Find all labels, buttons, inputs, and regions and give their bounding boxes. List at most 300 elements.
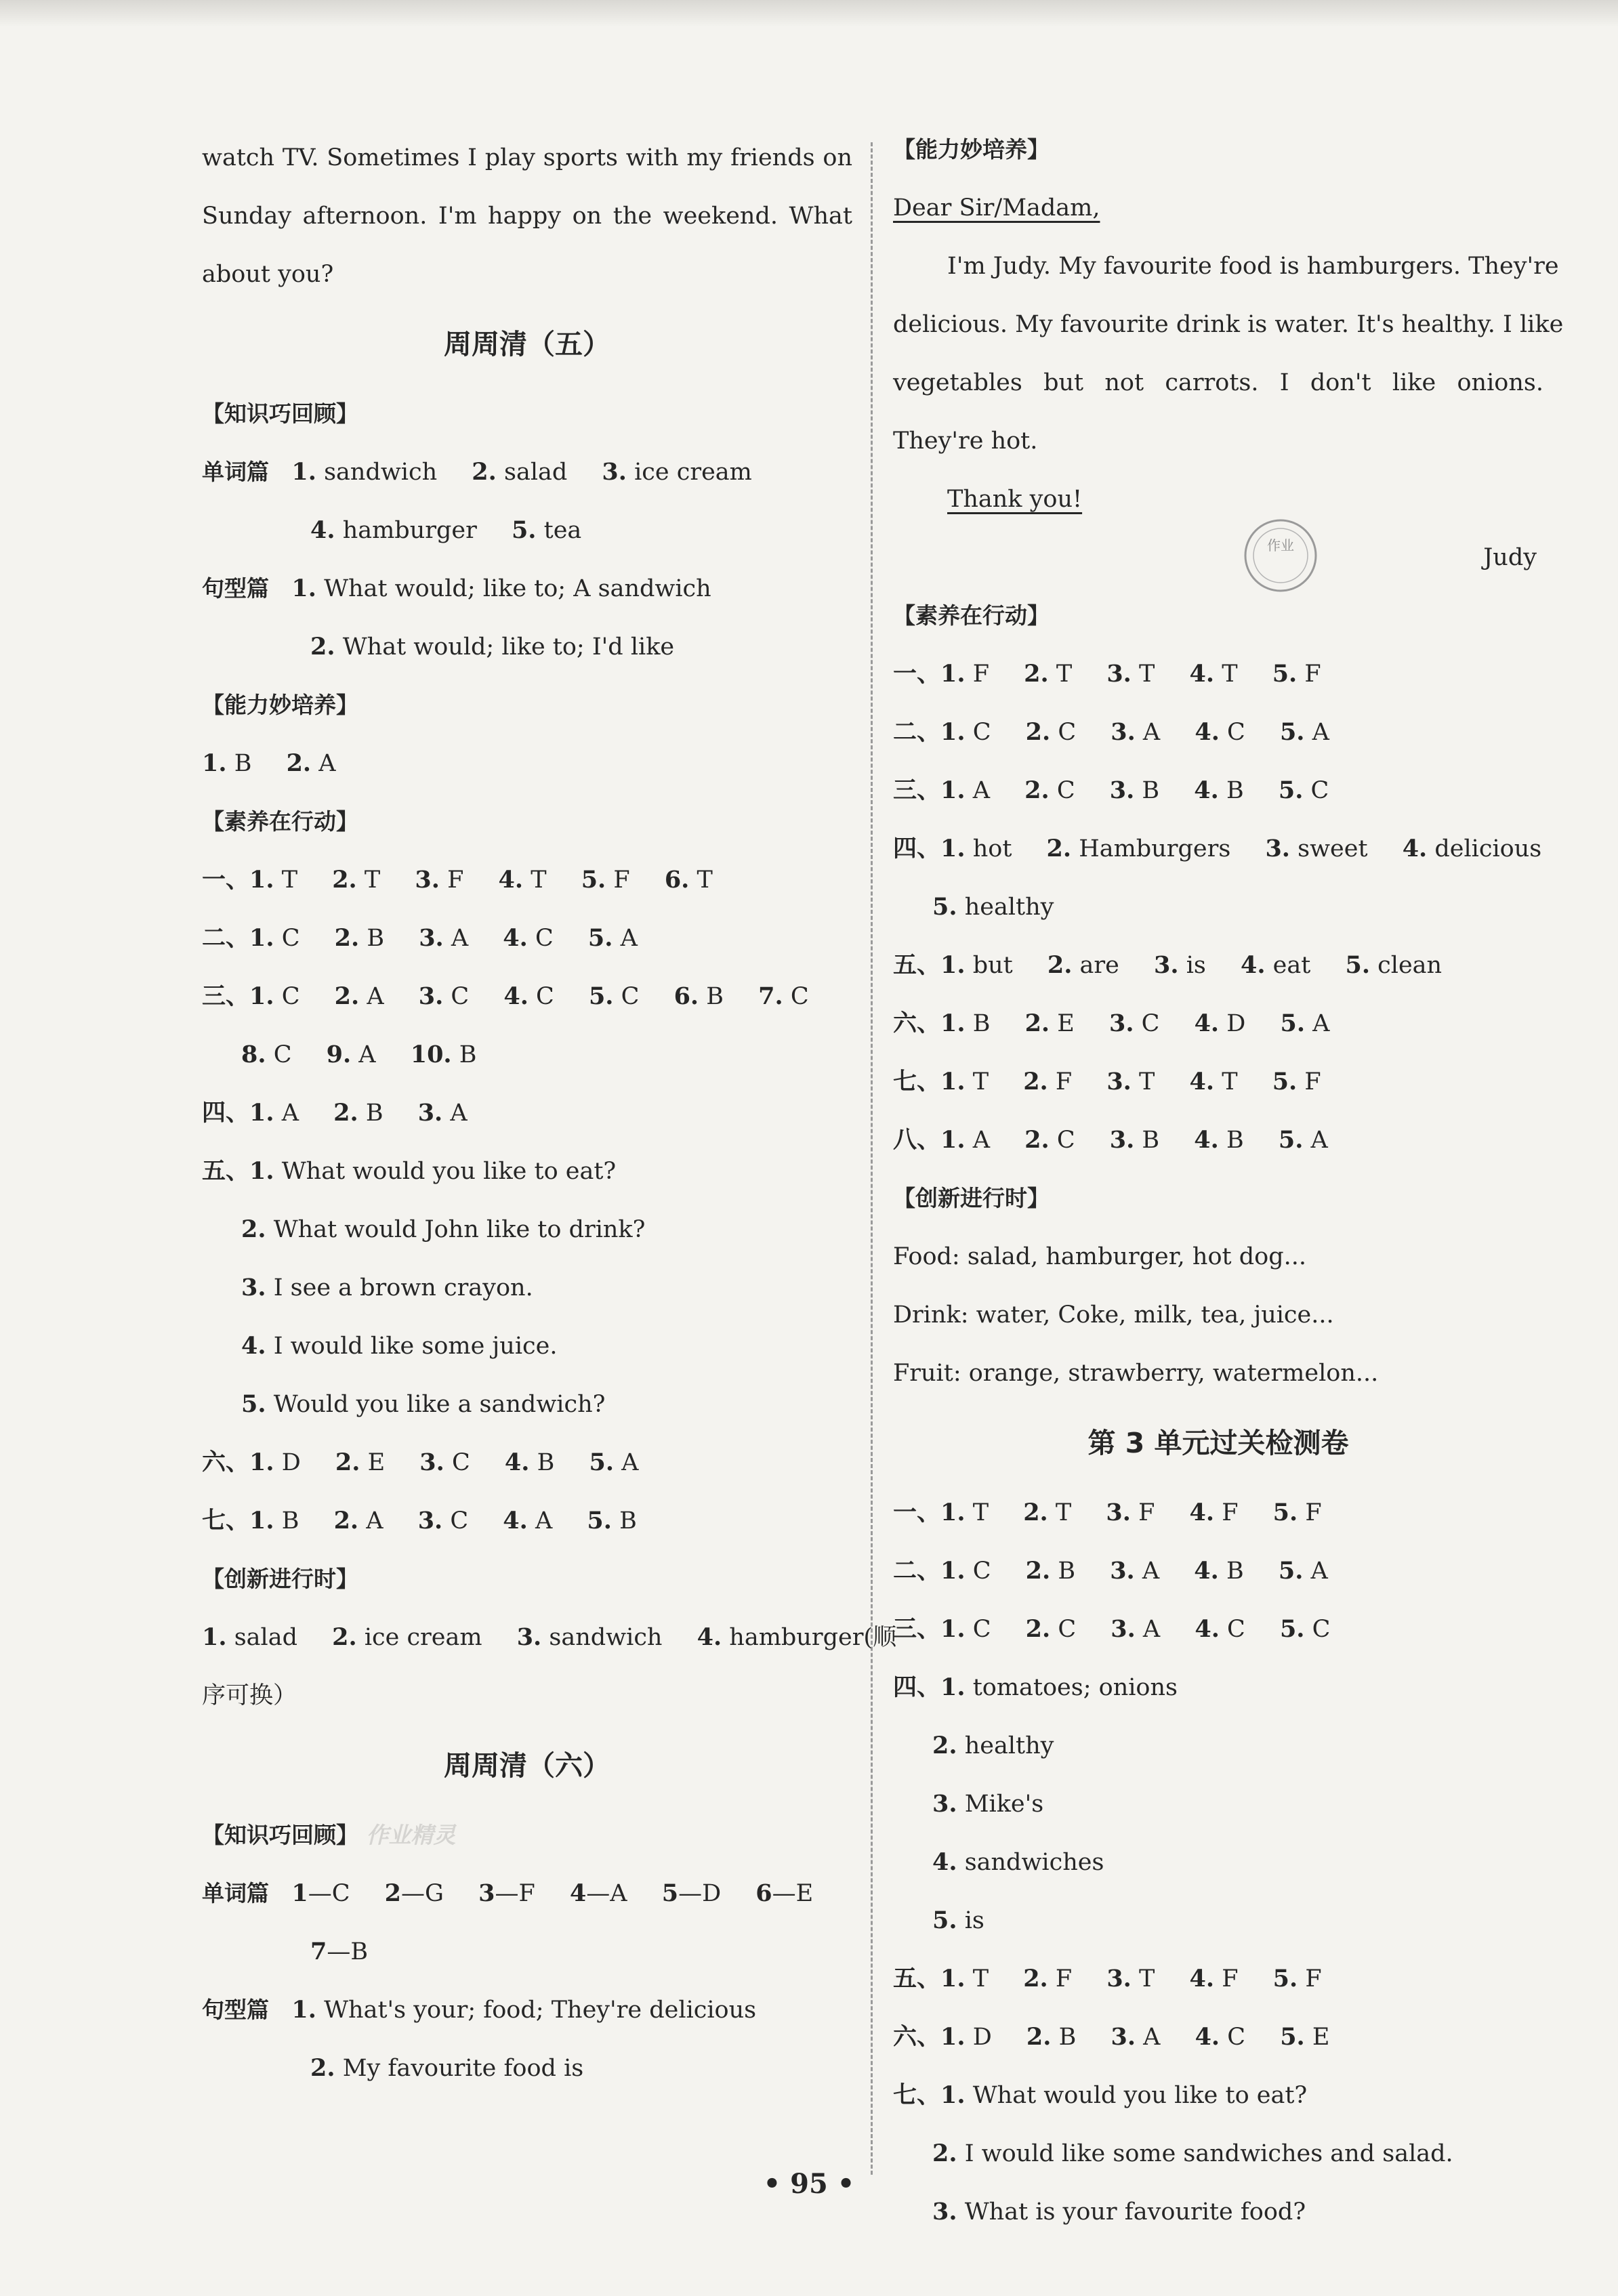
num: 3. xyxy=(1109,776,1135,804)
part-num: 一、 xyxy=(893,1499,941,1526)
num: 9. xyxy=(326,1041,352,1068)
num: 4. xyxy=(1189,1068,1215,1095)
part-num: 七、 xyxy=(893,2081,941,2109)
num: 3. xyxy=(932,1790,957,1818)
answer: B xyxy=(972,1010,991,1037)
subsection-innovation: 【创新进行时】 xyxy=(893,1185,1050,1211)
answer: Hamburgers xyxy=(1079,835,1231,862)
num: 1. xyxy=(249,1099,274,1127)
num: 4. xyxy=(1195,1615,1220,1643)
answer: but xyxy=(972,952,1013,979)
sentence-answers-row xyxy=(202,1981,852,2039)
answer: E xyxy=(1057,1010,1075,1037)
num: 1. xyxy=(940,835,966,862)
answer: A xyxy=(367,983,384,1010)
answer: What would you like to eat? xyxy=(972,2082,1308,2109)
num: 3. xyxy=(1265,835,1290,862)
num: 4 xyxy=(569,1879,587,1907)
num: 3. xyxy=(417,1099,443,1127)
intro-line: watch TV. Sometimes I play sports with my friends on xyxy=(202,144,852,171)
part-num: 一、 xyxy=(893,660,941,688)
num: 2. xyxy=(1046,835,1072,862)
label-words: 单词篇 xyxy=(202,459,269,485)
category-drink: Drink: water, Coke, milk, tea, juice... xyxy=(893,1301,1334,1329)
answer-row xyxy=(202,967,852,1026)
num: 2. xyxy=(1025,718,1051,746)
answer: A xyxy=(1312,1010,1330,1037)
num: 3. xyxy=(602,458,627,486)
thanks-text: Thank you! xyxy=(947,486,1083,513)
letter-line: I'm Judy. My favourite food is hamburgers. They're xyxy=(947,253,1559,280)
num: 4. xyxy=(1194,776,1219,804)
answer: A xyxy=(972,1127,990,1154)
part-num: 四、 xyxy=(893,835,941,862)
column-divider xyxy=(871,142,873,2175)
answer-row xyxy=(202,1201,852,1259)
answer: B xyxy=(1142,777,1160,804)
right-column xyxy=(893,121,1564,2241)
answer-row xyxy=(893,761,1543,820)
answer-row xyxy=(893,1658,1543,1717)
answer: C xyxy=(972,719,991,746)
answer: A xyxy=(451,925,469,952)
intro-line: Sunday afternoon. I'm happy on the weekend. What xyxy=(202,203,852,230)
letter-line: They're hot. xyxy=(893,427,1038,455)
match-answers-row xyxy=(202,1864,852,1923)
num: 3. xyxy=(1106,1499,1131,1526)
answer: A xyxy=(1142,719,1161,746)
num: 2. xyxy=(333,1099,358,1127)
num: 3. xyxy=(1106,1068,1132,1095)
letter-closing xyxy=(893,470,1543,528)
answer: C xyxy=(972,1616,991,1643)
num: 1. xyxy=(940,718,966,746)
num: 5. xyxy=(1278,1126,1304,1154)
num: 1. xyxy=(249,924,274,952)
answer: F xyxy=(972,661,989,688)
num: 1. xyxy=(940,1557,966,1585)
answer: B xyxy=(281,1507,299,1535)
num: 3. xyxy=(419,1448,444,1476)
part-num: 二、 xyxy=(893,1557,941,1585)
answer-row xyxy=(893,1717,1543,1775)
num: 4. xyxy=(498,866,524,894)
num: 2. xyxy=(1024,776,1050,804)
answer: F xyxy=(1138,1499,1155,1526)
num: 2. xyxy=(310,2054,335,2082)
answer: A xyxy=(620,925,638,952)
answer: B xyxy=(1058,1558,1076,1585)
answer-row xyxy=(893,1833,1543,1892)
answer: B xyxy=(706,983,724,1010)
answer: D xyxy=(1226,1010,1246,1037)
answer: What would; like to; A sandwich xyxy=(324,575,711,602)
num: 3. xyxy=(1106,1965,1132,1992)
word-answers-row xyxy=(202,443,852,501)
answer: C xyxy=(1227,1616,1245,1643)
num: 2. xyxy=(1026,2023,1052,2051)
num: 3. xyxy=(932,2198,957,2226)
num: 1. xyxy=(249,866,274,894)
label-sentences: 句型篇 xyxy=(202,1997,269,2023)
answer: My favourite food is xyxy=(342,2055,584,2082)
num: 6 xyxy=(755,1879,772,1907)
num: 2 xyxy=(384,1879,402,1907)
answer-row xyxy=(202,1434,852,1492)
num: 3. xyxy=(1111,2023,1136,2051)
answer-row xyxy=(893,1484,1543,1542)
answer-row xyxy=(893,878,1543,936)
num: 1 xyxy=(291,1879,308,1907)
answer: —G xyxy=(401,1880,444,1907)
num: 3. xyxy=(241,1274,266,1301)
answer: E xyxy=(367,1449,386,1476)
part-num: 五、 xyxy=(893,1965,941,1992)
num: 2. xyxy=(932,2140,957,2167)
part-num: 七、 xyxy=(893,1068,941,1095)
answer: T xyxy=(1139,661,1155,688)
answer: F xyxy=(1305,1499,1322,1526)
answer: T xyxy=(281,867,298,894)
answer: ice cream xyxy=(634,459,752,486)
sentence-answers-row xyxy=(202,618,852,676)
answer-row xyxy=(893,1600,1543,1658)
answer: C xyxy=(972,1558,991,1585)
answer: T xyxy=(972,1068,989,1095)
answer: B xyxy=(234,750,252,777)
answer: F xyxy=(1222,1499,1239,1526)
part-num: 三、 xyxy=(893,776,941,804)
answer: Would you like a sandwich? xyxy=(273,1391,606,1418)
num: 4. xyxy=(1194,1009,1220,1037)
sentence-answers-row xyxy=(202,560,852,618)
num: 4. xyxy=(503,924,528,952)
label-words: 单词篇 xyxy=(202,1880,269,1906)
category-fruit: Fruit: orange, strawberry, watermelon... xyxy=(893,1360,1379,1387)
answer: What's your; food; They're delicious xyxy=(324,1997,757,2024)
word-answers-row xyxy=(202,501,852,560)
num: 1. xyxy=(940,1499,966,1526)
num: 5. xyxy=(932,1906,957,1934)
num: 5. xyxy=(1272,660,1298,688)
answer-row-cont: 序可换） xyxy=(202,1682,297,1709)
answer: I would like some juice. xyxy=(273,1333,558,1360)
answer: C xyxy=(790,983,809,1010)
num: 1. xyxy=(291,1996,316,2024)
answer: A xyxy=(1142,1558,1160,1585)
num: 5. xyxy=(241,1390,266,1418)
num: 4. xyxy=(503,982,528,1010)
page-number: • 95 • xyxy=(763,2168,855,2200)
num: 5. xyxy=(1280,2023,1305,2051)
answer: F xyxy=(1304,1068,1321,1095)
part-num: 六、 xyxy=(893,1009,941,1037)
num: 2. xyxy=(472,458,497,486)
answer: clean xyxy=(1377,952,1443,979)
num: 2. xyxy=(1024,1009,1050,1037)
num: 3. xyxy=(418,982,444,1010)
num: 5. xyxy=(1272,1965,1298,1992)
answer: C xyxy=(451,983,470,1010)
num: 7. xyxy=(758,982,783,1010)
num: 4. xyxy=(1189,1499,1215,1526)
answer: A xyxy=(358,1041,376,1068)
answer: —F xyxy=(495,1880,535,1907)
num: 2. xyxy=(334,982,360,1010)
answer: C xyxy=(1058,719,1077,746)
answer: B xyxy=(1142,1127,1160,1154)
num: 2. xyxy=(334,924,360,952)
answer: B xyxy=(1058,2024,1077,2051)
answer: B xyxy=(459,1041,477,1068)
num: 1. xyxy=(249,1507,274,1535)
answer: T xyxy=(972,1499,989,1526)
part-num: 八、 xyxy=(893,1126,941,1154)
num: 1. xyxy=(940,1965,966,1992)
answer-row xyxy=(893,2008,1543,2066)
num: 4. xyxy=(1189,660,1215,688)
answer: is xyxy=(964,1907,984,1934)
num: 4. xyxy=(241,1332,266,1360)
num: 8. xyxy=(241,1041,266,1068)
num: 2. xyxy=(1023,1068,1048,1095)
answer-row xyxy=(202,1259,852,1317)
num: 5. xyxy=(587,924,613,952)
stamp-text: 作业 xyxy=(1267,537,1294,554)
part-num: 二、 xyxy=(202,924,250,952)
num: 4. xyxy=(1189,1965,1215,1992)
answer: B xyxy=(1226,1558,1244,1585)
answer-row xyxy=(893,1542,1543,1600)
answer-row xyxy=(893,1775,1543,1833)
answer: B xyxy=(537,1449,555,1476)
answer: ice cream xyxy=(364,1624,482,1651)
answer-row xyxy=(202,1026,852,1084)
num: 6. xyxy=(673,982,699,1010)
num: 1. xyxy=(291,575,316,602)
answer: A xyxy=(450,1100,468,1127)
answer: C xyxy=(1058,1616,1077,1643)
answer: A xyxy=(1310,1558,1328,1585)
page-edge xyxy=(0,0,1618,27)
answer: —A xyxy=(586,1880,627,1907)
num: 2. xyxy=(1024,660,1049,688)
answer: T xyxy=(364,867,381,894)
answer: are xyxy=(1079,952,1119,979)
num: 1. xyxy=(202,1623,227,1651)
answer: D xyxy=(281,1449,301,1476)
answer-row xyxy=(202,734,852,793)
answer: —D xyxy=(678,1880,722,1907)
num: 5. xyxy=(1278,776,1304,804)
answer: —C xyxy=(308,1880,350,1907)
num: 3. xyxy=(1110,1557,1135,1585)
num: 5. xyxy=(932,893,957,921)
answer: A xyxy=(1143,2024,1161,2051)
answer: T xyxy=(1222,1068,1238,1095)
answer-row xyxy=(893,995,1543,1053)
answer: tomatoes; onions xyxy=(972,1674,1178,1701)
num: 5. xyxy=(1280,1009,1306,1037)
num: 5. xyxy=(1272,1068,1298,1095)
answer: I would like some sandwiches and salad. xyxy=(964,2140,1453,2167)
answer: C xyxy=(1310,777,1329,804)
num: 1. xyxy=(291,458,316,486)
watermark: 作业精灵 xyxy=(366,1822,456,1848)
num: 1. xyxy=(940,1009,966,1037)
num: 5. xyxy=(1279,718,1305,746)
num: 10. xyxy=(410,1041,452,1068)
num: 4. xyxy=(1195,2023,1220,2051)
answer: T xyxy=(697,867,713,894)
homework-stamp-icon xyxy=(1240,515,1321,596)
subsection-label: 【知识巧回顾】 xyxy=(202,1822,358,1848)
part-num: 六、 xyxy=(893,2023,941,2051)
num: 2. xyxy=(335,1448,360,1476)
answer: A xyxy=(281,1100,299,1127)
answer: eat xyxy=(1272,952,1311,979)
answer: T xyxy=(1222,661,1238,688)
match-answers-row xyxy=(202,1923,852,1981)
num: 1. xyxy=(940,1126,966,1154)
answer: C xyxy=(451,1449,470,1476)
category-food: Food: salad, hamburger, hot dog... xyxy=(893,1243,1306,1270)
num: 4. xyxy=(1194,1557,1219,1585)
num: 1. xyxy=(202,749,227,777)
num: 2. xyxy=(1025,1615,1051,1643)
num: 1. xyxy=(940,1068,966,1095)
answer: T xyxy=(1056,661,1073,688)
num: 1. xyxy=(940,776,966,804)
num: 2. xyxy=(1024,1126,1050,1154)
answer: C xyxy=(535,925,554,952)
num: 3. xyxy=(1111,1615,1136,1643)
subsection-innovation: 【创新进行时】 xyxy=(202,1566,358,1592)
answer: C xyxy=(450,1507,469,1535)
subsection-knowledge-review xyxy=(202,1806,852,1864)
num: 3 xyxy=(478,1879,495,1907)
num: 5. xyxy=(588,982,614,1010)
answer: I see a brown crayon. xyxy=(273,1274,533,1301)
num: 5. xyxy=(1278,1557,1304,1585)
answer-row xyxy=(893,936,1543,995)
answer-row xyxy=(202,1492,852,1550)
answer: A xyxy=(318,750,336,777)
part-num: 一、 xyxy=(202,866,250,894)
num: 3. xyxy=(1111,718,1136,746)
num: 3. xyxy=(1154,951,1179,979)
num: 4. xyxy=(1402,835,1428,862)
answer: C xyxy=(1227,2024,1246,2051)
num: 5 xyxy=(661,1879,679,1907)
part-num: 二、 xyxy=(893,718,941,746)
answer: F xyxy=(1055,1965,1073,1992)
answer: —E xyxy=(772,1880,814,1907)
answer: A xyxy=(972,777,990,804)
answer: A xyxy=(1142,1616,1161,1643)
answer-row xyxy=(202,1317,852,1375)
answer: C xyxy=(536,983,554,1010)
num: 3. xyxy=(419,924,444,952)
intro-line: about you? xyxy=(202,261,334,288)
answer: F xyxy=(613,867,630,894)
part-num: 五、 xyxy=(893,951,941,979)
answer: healthy xyxy=(964,894,1054,921)
left-column xyxy=(202,129,897,2097)
letter-line: delicious. My favourite drink is water. It's healthy. I like xyxy=(893,311,1564,338)
answer: A xyxy=(366,1507,383,1535)
answer: Mike's xyxy=(964,1791,1044,1818)
answer: B xyxy=(1226,1127,1244,1154)
section-heading-unit3-test: 第 3 单元过关检测卷 xyxy=(1087,1427,1349,1459)
num: 3. xyxy=(1108,1009,1134,1037)
num: 1. xyxy=(940,1615,966,1643)
num: 3. xyxy=(1106,660,1132,688)
answer: hot xyxy=(972,835,1012,862)
num: 4. xyxy=(1195,718,1220,746)
num: 4. xyxy=(1194,1126,1219,1154)
answer: is xyxy=(1186,952,1206,979)
answer-row xyxy=(893,1950,1543,2008)
answer-row xyxy=(202,851,852,909)
num: 2. xyxy=(241,1215,266,1243)
subsection-ability: 【能力妙培养】 xyxy=(202,692,358,718)
part-num: 三、 xyxy=(893,1615,941,1643)
answer: B xyxy=(365,1100,383,1127)
answer: B xyxy=(619,1507,637,1535)
answer: What is your favourite food? xyxy=(964,2198,1306,2226)
num: 4. xyxy=(1240,951,1266,979)
answer: T xyxy=(531,867,547,894)
num: 2. xyxy=(310,633,335,661)
part-num: 三、 xyxy=(202,982,250,1010)
answer-row xyxy=(893,1053,1543,1111)
num: 2. xyxy=(1023,1965,1048,1992)
answer: healthy xyxy=(964,1732,1054,1759)
answer: salad xyxy=(503,459,568,486)
num: 5. xyxy=(589,1448,615,1476)
num: 2. xyxy=(1025,1557,1051,1585)
answer-row xyxy=(893,1111,1543,1169)
answer: F xyxy=(1055,1068,1073,1095)
answer: D xyxy=(972,2024,992,2051)
part-num: 五、 xyxy=(202,1157,250,1185)
answer-row xyxy=(202,1084,852,1142)
num: 1. xyxy=(249,1448,274,1476)
num: 3. xyxy=(516,1623,542,1651)
answer: —B xyxy=(327,1938,369,1965)
section-heading-week5: 周周清（五） xyxy=(444,328,610,360)
answer: T xyxy=(1139,1068,1155,1095)
num: 5. xyxy=(581,866,606,894)
answer: C xyxy=(281,983,300,1010)
answer-row xyxy=(202,1142,852,1201)
num: 5. xyxy=(1279,1615,1305,1643)
answer: T xyxy=(1139,1965,1155,1992)
answer: A xyxy=(1310,1127,1328,1154)
num: 1. xyxy=(249,982,274,1010)
answer: C xyxy=(1312,1616,1331,1643)
num: 1. xyxy=(940,2023,966,2051)
num: 5. xyxy=(587,1507,612,1535)
answer: A xyxy=(1312,719,1329,746)
answer: F xyxy=(1305,1965,1322,1992)
answer: C xyxy=(273,1041,292,1068)
num: 2. xyxy=(286,749,312,777)
num: 2. xyxy=(1023,1499,1048,1526)
num: 4. xyxy=(503,1507,528,1535)
answer: C xyxy=(1141,1010,1160,1037)
